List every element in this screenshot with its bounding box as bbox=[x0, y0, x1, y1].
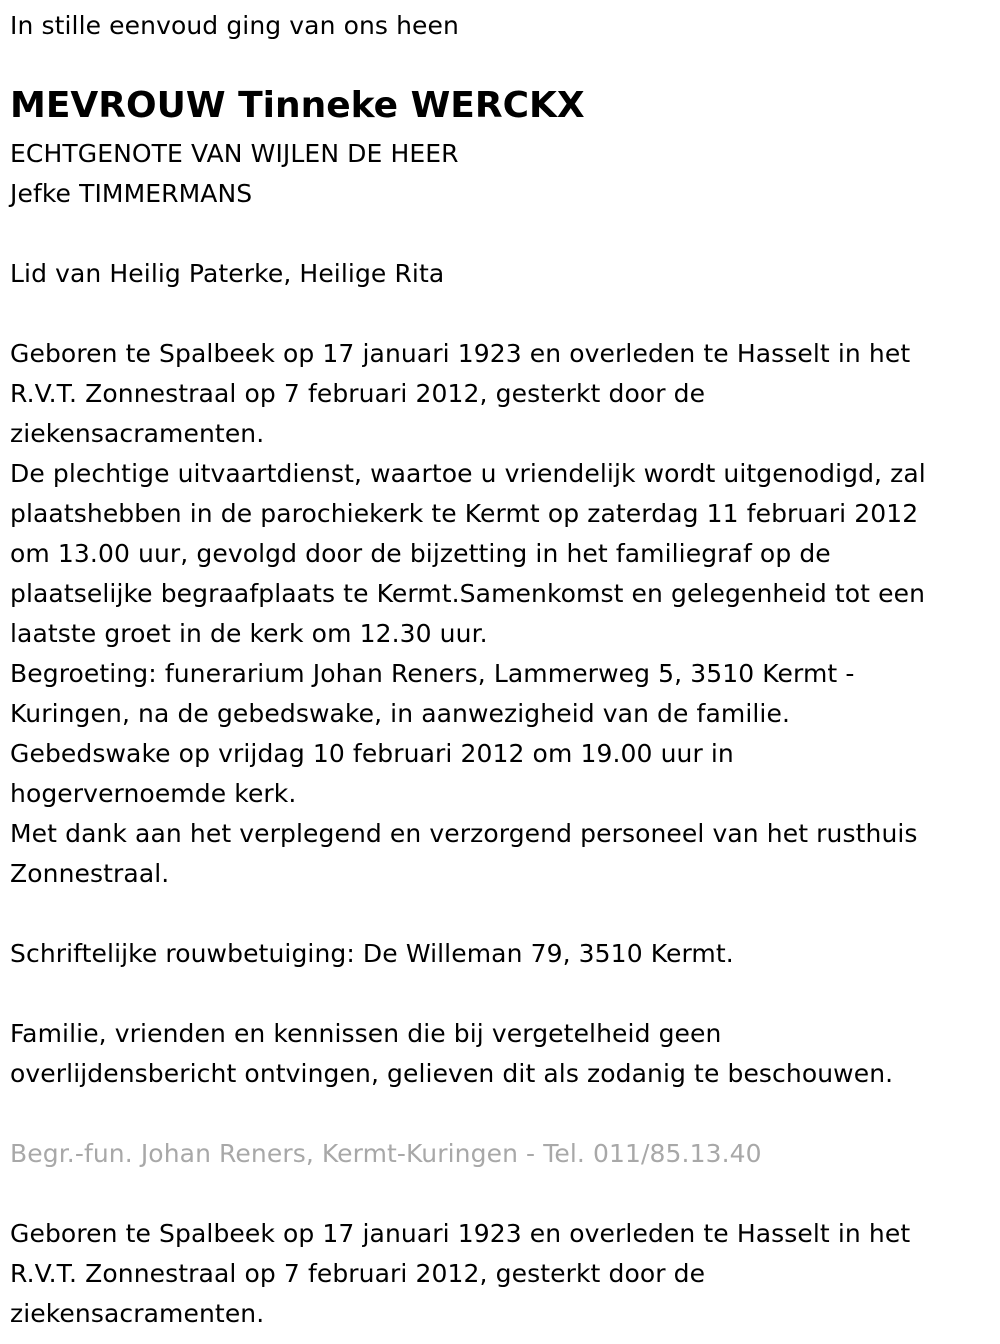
spouse-line: ECHTGENOTE VAN WIJLEN DE HEER bbox=[10, 139, 459, 168]
deceased-name: MEVROUW Tinneke WERCKX bbox=[10, 85, 585, 126]
membership-block bbox=[10, 254, 444, 294]
membership-line: Lid van Heilig Paterke, Heilige Rita bbox=[10, 259, 445, 288]
family-note-line: overlijdensbericht ontvingen, gelieven dit als zodanig te beschouwen. bbox=[10, 1059, 894, 1088]
repeat-text-block bbox=[10, 1214, 910, 1334]
main-text-line: Begroeting: funerarium Johan Reners, Lammerweg 5, 3510 Kermt - bbox=[10, 659, 855, 688]
spouse-block bbox=[10, 134, 459, 214]
main-text-line: De plechtige uitvaartdienst, waartoe u vriendelijk wordt uitgenodigd, zal bbox=[10, 459, 926, 488]
main-text-line: R.V.T. Zonnestraal op 7 februari 2012, gesterkt door de bbox=[10, 379, 706, 408]
main-text-line: Kuringen, na de gebedswake, in aanwezigheid van de familie. bbox=[10, 699, 790, 728]
main-text-line: ziekensacramenten. bbox=[10, 419, 265, 448]
main-text-line: laatste groet in de kerk om 12.30 uur. bbox=[10, 619, 488, 648]
family-note-line: Familie, vrienden en kennissen die bij vergetelheid geen bbox=[10, 1019, 722, 1048]
main-text-line: Zonnestraal. bbox=[10, 859, 170, 888]
repeat-text-line: Geboren te Spalbeek op 17 januari 1923 en overleden te Hasselt in het bbox=[10, 1219, 911, 1248]
main-text-block bbox=[10, 334, 926, 894]
funeral-home-line: Begr.-fun. Johan Reners, Kermt-Kuringen - Tel. 011/85.13.40 bbox=[10, 1139, 762, 1168]
main-text-line: om 13.00 uur, gevolgd door de bijzetting in het familiegraf op de bbox=[10, 539, 831, 568]
spouse-name: Jefke TIMMERMANS bbox=[10, 179, 253, 208]
main-text-line: plaatshebben in de parochiekerk te Kermt op zaterdag 11 februari 2012 bbox=[10, 499, 919, 528]
intro-line: In stille eenvoud ging van ons heen bbox=[10, 11, 459, 40]
repeat-text-line: ziekensacramenten. bbox=[10, 1299, 265, 1328]
condolence-block bbox=[10, 934, 734, 974]
main-text-line: Gebedswake op vrijdag 10 februari 2012 om 19.00 uur in bbox=[10, 739, 734, 768]
funeral-home-block bbox=[10, 1134, 762, 1174]
main-text-line: plaatselijke begraafplaats te Kermt.Samenkomst en gelegenheid tot een bbox=[10, 579, 926, 608]
family-note-block bbox=[10, 1014, 893, 1094]
main-text-line: Geboren te Spalbeek op 17 januari 1923 en overleden te Hasselt in het bbox=[10, 339, 911, 368]
condolence-line: Schriftelijke rouwbetuiging: De Willeman 79, 3510 Kermt. bbox=[10, 939, 734, 968]
main-text-line: Met dank aan het verplegend en verzorgend personeel van het rusthuis bbox=[10, 819, 918, 848]
repeat-text-line: R.V.T. Zonnestraal op 7 februari 2012, gesterkt door de bbox=[10, 1259, 706, 1288]
main-text-line: hogervernoemde kerk. bbox=[10, 779, 297, 808]
